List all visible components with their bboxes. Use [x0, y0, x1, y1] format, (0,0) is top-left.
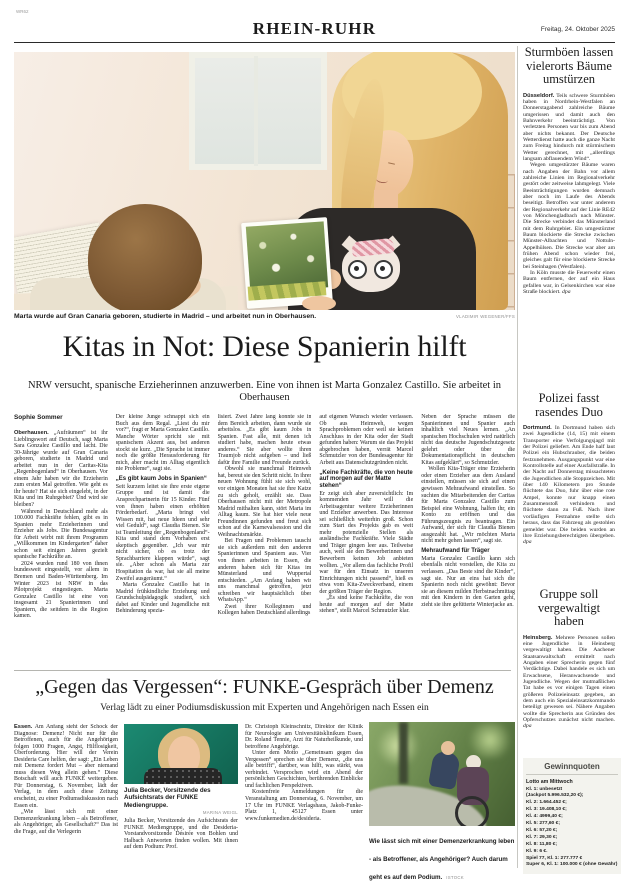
paragraph: Marta Gonzalez Castillo hat in Madrid frühkindliche Erziehung und Grundschulpädagogik studiert, sich dabei auf Kinder und Jugendliche mit Behinderung spezia- — [115, 582, 210, 615]
paragraph: Julia Becker, Vorsitzende des Aufsichtsrats der FUNKE Mediengruppe, und die Desideria-Vorstandvorsitzende Désirée von Bohlen und Halbach Antworten finden wollen. Mit ihnen auf dem Podium: Prof. — [124, 818, 238, 851]
main-article-body — [14, 414, 515, 666]
paragraph: Zwei ihrer Kolleginnen und Kollegen haben Deutschland allerdings — [217, 603, 312, 617]
author-byline: Sophie Sommer — [14, 414, 63, 421]
funke-headline: „Gegen das Vergessen“: FUNKE-Gespräch über Demenz — [35, 676, 494, 698]
main-article-photo — [14, 52, 515, 310]
agency-signoff: dpa — [562, 289, 571, 296]
paragraph: Kostenfreie Anmeldungen für die Veranstaltung am Donnerstag, 6. November, um 17 Uhr im FUNKE Verlagshaus, Jakob-Funke-Platz 1, 45127 Essen unter www.funkemedien.de/desideria. — [245, 789, 363, 822]
cat-graphic-eye-right — [380, 266, 385, 271]
paragraph: Er zeigt sich aber zuversichtlich: Im kommenden Jahr will die Arbeitsagentur weitere Erzieherinnen und Erzieher anwerben. Das Interesse sei schließlich weiterhin groß. Schon zum Start des Projekts gab es weit mehr potenzielle Stellen als ausländische Fachkräfte. Viele Städte und Träger gingen leer aus. Teilweise auch, weil sie den Bewerberinnen und Bewerbern keinen Job anbieten wollten. „Vor allem das fachliche Profil war für den Einsatz in unseren Einrichtungen nicht passend“, hieß es etwa vom Kita-Zweckverband, einem der größten Träger der Region. — [319, 490, 414, 595]
paragraph: auf eigenen Wunsch wieder verlassen. Ob aus Heimweh, wegen Sprachproblemen oder weil sie keinen Anschluss in der Kita oder der Stadt gefunden haben: Warum sie das Projekt abgebrochen haben, verrät Marcel Schmutzler von der Bundesagentur für Arbeit aus Datenschutzgründen nicht. — [319, 414, 414, 466]
lottery-line: Spiel 77, Kl. 1: 277.777 € — [526, 855, 583, 861]
main-photo-credit: VLADIMIR WEGENER/FFS — [456, 314, 515, 319]
foliage-bokeh-1 — [375, 726, 421, 766]
lottery-line: Kl. 5: 277,60 €; — [526, 821, 560, 827]
julia-photo-credit: MARINA WEIGL — [202, 810, 238, 816]
sidebar-article-storm — [523, 46, 615, 296]
lottery-line: Kl. 7: 29,30 €; — [526, 834, 558, 840]
dateline: Essen. — [14, 724, 33, 730]
crosshead: Mehraufwand für Träger — [421, 548, 490, 555]
article-divider — [14, 670, 511, 671]
portrait-top — [144, 768, 222, 784]
cat-graphic-eye-left — [354, 266, 359, 271]
agency-signoff: dpa — [523, 723, 532, 730]
paragraph: In Köln musste die Feuerwehr einen Baum entfernen, der auf ein Haus gefallen war, in Gelsenkirchen war eine Straße blockiert. dpa — [523, 270, 615, 296]
article-column-2 — [116, 414, 210, 666]
lottery-results-box — [523, 758, 621, 874]
dementia-photo-credit: ISTOCK — [446, 875, 464, 880]
main-headline: Kitas in Not: Diese Spanierin hilft — [62, 330, 467, 363]
paragraph: Bei Fragen und Problemen tauscht sie sich außerdem mit den anderen Spanierinnen und Spaniern aus. Vier von ihnen arbeiten in Essen, die anderen haben sich für Kitas im Münsterland und Wuppertal entschieden. „Am Anfang haben wir uns manchmal getroffen, jetzt schreiben wir hauptsächlich über WhatsApp.“ — [217, 538, 312, 604]
lottery-line: Super 6, Kl. 1: 100.000 € (ohne Gewähr) — [526, 862, 618, 868]
paragraph: „Wie lässt sich mit einer Demenzerkrankung leben – als Betroffener, als Angehöriger, als Gesellschaft?“ Das ist die Frage, auf die Verlegerin — [14, 809, 118, 835]
dateline: Heinsberg. — [523, 634, 553, 641]
caregiver-figure-head — [441, 741, 455, 755]
crosshead: „Es gibt kaum Jobs in Spanien“ — [115, 476, 207, 483]
header-rule — [14, 42, 615, 43]
paragraph: Unter dem Motto „Gemeinsam gegen das Vergessen“ sprechen sie über Demenz, „die uns alle betrifft“, darüber, was hilft, was stärkt, was verbindet. Versprochen wird ein Abend der persönlichen Geschichten, berührenden Einblicke und fachlichen Perspektiven. — [245, 750, 363, 789]
paragraph: Essen. Am Anfang steht der Schock der Diagnose: Demenz! Nicht nur für die Betroffenen, auch für die Angehörigen folgen 1000 Fragen, Angst, Hilflosigkeit, Überforderung. Hier will der Verein Desideria Care helfen, der sagt: „Ein Leben mit Demenz fordert Mut – aber niemand muss diesen Weg allein gehen.“ Diese Botschaft will auch FUNKE weitergeben. Für Donnerstag, 6. November, lädt der Verlag, in dem auch diese Zeitung erscheint, zu einer Podiumsdiskussion nach Essen ein. — [14, 724, 118, 809]
article-column-3 — [218, 414, 312, 666]
edition-code: WR62 — [16, 9, 29, 14]
tree-trunk — [399, 722, 408, 784]
paragraph: Der kleine Junge schnappt sich ein Buch aus dem Regal. „Liest du mir vor?“, fragt er Marta Gonzalez Castillo. Manche Wörter spricht sie mit spanischem Akzent aus, bei anderen stockt sie kurz. „Die Sprache ist immer noch die größte Herausforderung für mich, aber macht im Alltag eigentlich nie Probleme“, sagt sie. — [115, 414, 210, 473]
sidebar-headline: Gruppe soll vergewaltigt haben — [537, 587, 601, 628]
lottery-line: Kl. 8: 11,80 €; — [526, 841, 557, 847]
lottery-line: Kl. 4: 4999,40 €; — [526, 814, 563, 820]
funke-column-1 — [14, 724, 118, 872]
paragraph: Marta Gonzalez Castillo kann sich ebenfalls nicht vorstellen, die Kita zu verlassen. „Das Beste sind die Kinder“, sagt sie. Nur an eins hat sich die Spanierin noch nicht gewöhnt: Bevor sie an diesem milden Herbstnachmittag mit den Kindern in den Garten geht, zieht sie ihre gefütterte Winterjacke an. — [421, 555, 515, 608]
paragraph: Düsseldorf. Teils schwere Sturmböen haben in Nordrhein-Westfalen an Donnerstagabend zahlreiche Bäume umgerissen und damit auch den Bahnverkehr beeinträchtigt. Von verletzten Personen war bis zum Abend aber nichts bekannt. Der Deutsche Wetterdienst hatte auch die ganze Nacht zum Freitag hindurch mit stürmischem Wetter gerechnet, mit „allerdings langsam abflauendem Wind“. — [523, 92, 615, 162]
paragraph: „Es sind keine Fachkräfte, die von heute auf morgen auf der Matte stehen“, stellt Marcel Schmutzler klar. — [319, 595, 414, 615]
issue-date: Freitag, 24. Oktober 2025 — [540, 26, 615, 33]
funke-column-2 — [124, 724, 238, 872]
lottery-title: Gewinnquoten — [526, 762, 618, 775]
paragraph: 2024 wurden rund 180 von ihnen bundesweit eingestellt, vor allem in Bremen und Baden-Württemberg. Im Winter 2023 ist NRW in das Pilotprojekt eingestiegen. Marta Gonzalez Castillo ist eine von insgesamt 21 Spanierinnen und Spaniern, die seitdem in die Region kamen. — [14, 560, 108, 620]
woman-hand — [302, 296, 336, 310]
lottery-line: Kl. 2: 1.664.452 €; — [526, 800, 567, 806]
paragraph: lisiert. Zwei Jahre lang konnte sie in dem Bereich arbeiten, dann wurde sie arbeitslos. „Es gibt kaum Jobs in Spanien. Fast alle, mit denen ich studiert habe, machen heute etwas anderes.“ Sie aber wollte ihren Traumjob nicht aufgeben – und ließ dafür ihre Familie und Freunde zurück. — [217, 414, 312, 466]
section-title: RHEIN-RUHR — [252, 19, 377, 38]
paragraph: Heinsberg. Mehrere Personen sollen eine Jugendliche in Heinsberg vergewaltigt haben. Die Aachener Staatsanwaltschaft ermittelt nach Angaben einer Sprecherin gegen fünf Verdächtige. Dabei handele es sich um Erwachsene, Heranwachsende und Jugendliche. Wegen der mutmaßlichen Tat habe es vor einigen Tagen einen größeren Polizeieinsatz gegeben, an dem auch ein Spezialeinsatzkommando beteiligt gewesen sei. Nähere Angaben wollte die Sprecherin aus Gründen des Opferschutzes zunächst nicht machen. dpa — [523, 634, 616, 730]
julia-becker-photo — [124, 724, 238, 784]
paragraph: Dr. Christoph Kleinschnitz, Direktor der Klinik für Neurologie am Universitätsklinikum Essen, Dr. Roland Tennie, Arzt für Naturheilkunde, und betroffene Angehörige. — [245, 724, 363, 750]
lottery-line: Kl. 6: 57,20 €; — [526, 827, 558, 833]
dateline: Düsseldorf. — [523, 92, 555, 99]
paragraph: Oberhausen. „Aufräumen“ ist ihr Lieblingswort auf Deutsch, sagt Marta Sara Gonzalez Castillo und lacht. Die 30-Jährige wurde auf Gran Canaria geboren, studierte in Madrid und arbeitet nun in der Caritas-Kita „Regenbogenland“ in Oberhausen. Vor einem Jahr haben wir die Erzieherin zum ersten Mal getroffen. Wie geht es ihr heute? Hat sie sich eingelebt, in der Kita und im Ruhrgebiet? Und wird sie bleiben? — [14, 430, 108, 509]
paragraph: Obwohl sie manchmal Heimweh hat, bereut sie den Schritt nicht. In ihrer neuen Wohnung fühlt sie sich wohl, vor einigen Monaten hat sie ihre Katze zu sich geholt, erzählt sie. Dass Oberhausen nicht mit der Metropole Madrid mithalten kann, stört Marta im Alltag kaum. Sie hat hier viele neue Freundinnen gefunden und freut sich schon auf die Karnevalsession und die Weihnachtsmärkte. — [217, 466, 312, 538]
crosshead: „Keine Fachkräfte, die von heute auf morgen auf der Matte stehen“ — [319, 469, 413, 489]
lottery-line: Kl. 9: 6 €. — [526, 848, 548, 854]
sidebar-headline: Sturmböen lassen vielerorts Bäume umstürzen — [524, 45, 614, 86]
dementia-photo-caption: Wie lässt sich mit einer Demenzerkrankung leben - als Betroffener, als Angehöriger? Auch darum geht es auf dem Podium. — [369, 838, 515, 881]
paragraph: Während in Deutschland mehr als 100.000 Fachkräfte fehlen, gibt es in Spanien mehr Erzieherinnen und Erzieher als Jobs. Die Bundesagentur für Arbeit wirbt mit ihrem Programm „Willkommen im Kindergarten“ daher schon seit einigen Jahren gezielt spanische Fachkräfte an. — [14, 508, 108, 561]
julia-photo-caption: Julia Becker, Vorsitzende des Aufsichtsrats der FUNKE Mediengruppe. — [124, 787, 211, 809]
sidebar-headline: Polizei fasst rasendes Duo — [535, 391, 603, 419]
funke-subheadline: Verlag lädt zu einer Podiumsdiskussion mit Experten und Angehörigen nach Essen ein — [100, 703, 429, 713]
paragraph: Seit kurzem leitet sie ihre erste eigene Gruppe und ist damit die Ansprechpartnerin für 15 Kinder. Fünf von ihnen haben einen erhöhten Förderbedarf. „Marta bringt viel Wissen mit, hat neue Ideen und sehr viel Geduld“, sagt Claudia Bienen. Sie ist Teamleitung der „Regenbogenland“-Kita und stand dem Vorhaben erst skeptisch gegenüber. „Ich war mir nicht sicher, ob es trotz der Sprachbarriere klappen würde“, sagt sie. „Aber schon als Marta zur Hospitation da war, hat sie all meine Zweifel ausgeräumt.“ — [115, 483, 210, 582]
child-head — [88, 204, 202, 310]
dementia-walk-photo — [369, 722, 515, 826]
foliage-bokeh-2 — [465, 722, 515, 758]
paragraph: Neben der Sprache müssen die Spanierinnen und Spanier auch inhaltlich viel Neues lernen. „An spanischen Hochschulen wird natürlich nicht das deutsche Jugendschutzgesetz gelehrt oder über die Dokumentationspflicht in deutschen Kitas aufgeklärt“, so Schmutzler. — [421, 414, 515, 466]
dateline: Oberhausen. — [14, 430, 49, 436]
wheelchair-wheel — [455, 796, 489, 826]
paragraph: Dortmund. In Dortmund haben sich zwei Jugendliche (14, 15) mit einem Transporter eine Verfolgungsjagd mit der Polizei geliefert. Am Ende half laut Polizei ein Hubschrauber, die beiden festzunehmen. Ausgangspunkt war eine Kontrollstelle auf einer Ausfallstraße. In der Nacht auf Donnerstag missachteten die Jugendlichen alle Stoppzeichen. Mit über 140 Kilometern pro Stunde flüchtete das Duo, fuhr über eine rote Ampel, konnte nur knapp einen Zusammenstoß verhindern und flüchtete dann zu Fuß. Nach ihrer vorläufigen Festnahme stellte sich heraus, dass das Fahrzeug als gestohlen gemeldet war. Die beiden wurden an ihre Erziehungsberechtigten übergeben. dpa — [523, 425, 615, 546]
lottery-line: Kl. 3: 19.408,10 €; — [526, 807, 567, 813]
sidebar-divider — [517, 46, 518, 868]
window-shape — [189, 52, 327, 170]
article-column-1 — [14, 414, 108, 666]
agency-signoff: dpa — [523, 539, 532, 546]
article-column-4 — [319, 414, 413, 666]
sidebar-article-group — [523, 588, 615, 730]
funke-column-3 — [245, 724, 363, 872]
article-column-5 — [421, 414, 515, 666]
paragraph: Wollen Kita-Träger eine Erzieherin oder einen Erzieher aus dem Ausland einstellen, müssen sie sich auf einen gewissen Mehraufwand einstellen. So suchten die Mitarbeitenden der Caritas für Marta Gonzalez Castillo zum Beispiel eine Wohnung, halfen ihr, ein Konto zu eröffnen und das Führungszeugnis zu beantragen. Ein Aufwand, der sich für Claudia Bienen ausgezahlt hat. „Wir möchten Marta nicht mehr gehen lassen“, sagt sie. — [421, 466, 515, 545]
main-photo-caption: Marta wurde auf Gran Canaria geboren, studierte in Madrid – und arbeitet nun in Oberhausen. — [14, 313, 317, 320]
main-photo-caption-row — [14, 313, 515, 321]
lottery-line: Kl. 1: unbesetzt — [526, 786, 563, 792]
sidebar-article-police — [523, 392, 615, 546]
window-sash — [254, 56, 258, 166]
lottery-draw-name: Lotto am Mittwoch — [526, 779, 573, 785]
lottery-line: (Jackpot 5.996.532,20 €); — [526, 793, 584, 799]
paragraph: Wegen umgestürzter Bäume waren nach Angaben der Bahn vor allem zahlreiche Linien im Regionalverkehr gestört oder zeitweise lahmgelegt. Viele Beeinträchtigungen wurden demnach aber noch im Laufe des Abends beseitigt. Betroffen war unter anderem der Regionalverkehr auf der Linie RE42 von Mönchengladbach nach Münster. Die Strecke verbindet das Münsterland mit dem Ruhrgebiet. Ein umgestürzter Baum blockierte die Strecke zwischen Münster-Albachten und Nottuln-Appelhülsen. Die Strecke war aber am frühen Abend schon wieder frei, gleiches galt für eine blockierte Strecke bei Steinhagen (Westfalen). — [523, 162, 615, 270]
main-subheadline: NRW versucht, spanische Erzieherinnen anzuwerben. Eine von ihnen ist Marta Gonzalez Castillo. Sie arbeitet in Oberhausen — [27, 380, 502, 403]
dateline: Dortmund. — [523, 425, 552, 431]
dementia-photo-caption-block — [369, 830, 515, 884]
